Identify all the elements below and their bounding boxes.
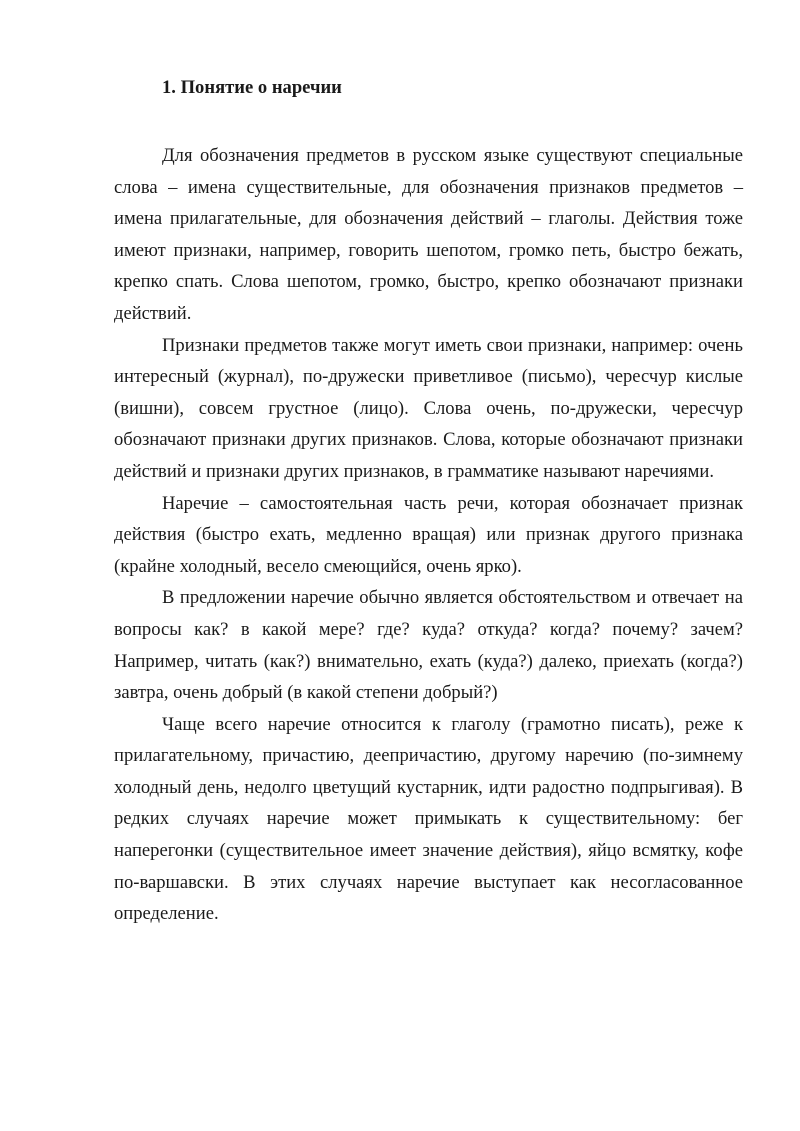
paragraph: Для обозначения предметов в русском языке существуют специальные слова – имена существительные, для обозначения признаков предметов – имена прилагательные, для обозначения действий – глаголы. Действия тоже имеют признаки, например, говорить шепотом, громко петь, быстро бежать, крепко спать. Слова шепотом, громко, быстро, крепко обозначают признаки действий. <box>114 145 743 324</box>
document-body <box>114 140 743 930</box>
paragraph: Чаще всего наречие относится к глаголу (грамотно писать), реже к прилагательному, причастию, деепричастию, другому наречию (по-зимнему холодный день, недолго цветущий кустарник, идти радостно подпрыгивая). В редких случаях наречие может примыкать к существительному: бег наперегонки (существительное имеет значение действия), яйцо всмятку, кофе по-варшавски. В этих случаях наречие выступает как несогласованное определение. <box>114 713 743 925</box>
paragraph: В предложении наречие обычно является обстоятельством и отвечает на вопросы как? в какой мере? где? куда? откуда? когда? почему? зачем? Например, читать (как?) внимательно, ехать (куда?) далеко, приехать (когда?) завтра, очень добрый (в какой степени добрый?) <box>114 587 743 704</box>
section-heading: 1. Понятие о наречии <box>162 77 342 98</box>
paragraph: Признаки предметов также могут иметь свои признаки, например: очень интересный (журнал), по-дружески приветливое (письмо), чересчур кислые (вишни), совсем грустное (лицо). Слова очень, по-дружески, чересчур обозначают признаки других признаков. Слова, которые обозначают признаки действий и признаки других признаков, в грамматике называют наречиями. <box>114 334 743 482</box>
paragraph: Наречие – самостоятельная часть речи, которая обозначает признак действия (быстро ехать, медленно вращая) или признак другого признака (крайне холодный, весело смеющийся, очень ярко). <box>114 492 743 577</box>
